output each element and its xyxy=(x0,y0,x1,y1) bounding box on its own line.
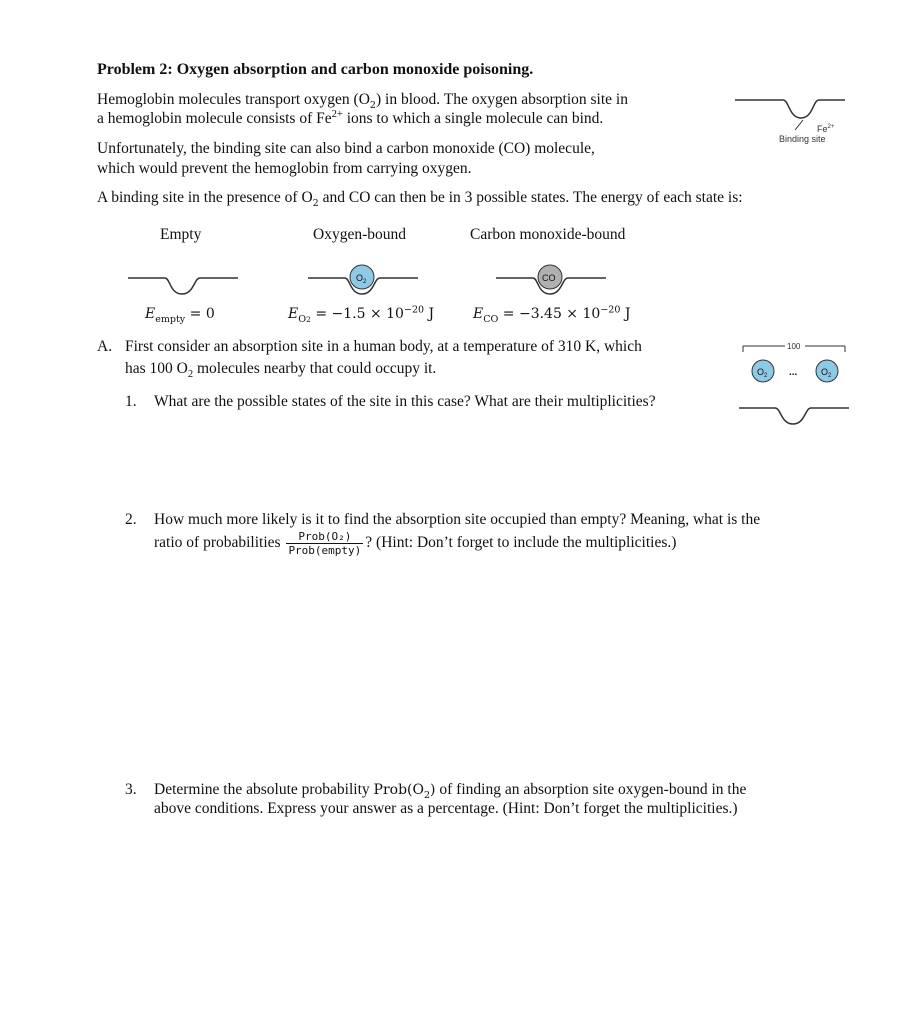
energy-oxygen: $E_{O2} = -1.5 \times 10^{-20}$ J xyxy=(288,304,435,325)
binding-site-line xyxy=(735,100,845,118)
energy-empty: $E_{empty} = 0$ xyxy=(145,306,215,325)
part-a-site-line xyxy=(739,408,849,424)
ellipsis-dots: ... xyxy=(789,367,798,378)
question-2-line-2: ratio of probabilities $\frac{\text{Prob(O₂)}}{\text{Prob(empty)}}$ ? (Hint: Don’t forget to include the multiplicities.) xyxy=(154,530,677,557)
state-diagrams xyxy=(120,258,620,300)
o2-molecule-label: $O_2$ xyxy=(356,273,367,285)
question-1-text: What are the possible states of the site in this case? What are their multiplicities? xyxy=(154,393,656,410)
state-label-empty: Empty xyxy=(160,226,202,243)
oxygen-count-label: 100 xyxy=(787,342,801,351)
question-3-line-1: Determine the absolute probability $Prob(O_2)$ of finding an absorption site oxygen-bound in the xyxy=(154,781,747,801)
question-2-line-1: How much more likely is it to find the absorption site occupied than empty? Meaning, what is the xyxy=(154,511,761,528)
o2-label-right: $O_2$ xyxy=(821,367,832,379)
probability-ratio-fraction: $\frac{\text{Prob(O₂)}}{\text{Prob(empty)}}$ xyxy=(288,530,362,557)
state-label-co: Carbon monoxide-bound xyxy=(470,226,626,243)
intro-line-2: a hemoglobin molecule consists of $Fe^{2+}$ ions to which a single molecule can bind. xyxy=(97,108,604,127)
problem-title: Problem 2: Oxygen absorption and carbon monoxide poisoning. xyxy=(97,61,534,78)
intro-line-3: Unfortunately, the binding site can also bind a carbon monoxide (CO) molecule, xyxy=(97,140,595,157)
intro-line-4: which would prevent the hemoglobin from carrying oxygen. xyxy=(97,160,472,177)
pointer-line xyxy=(795,120,803,130)
oxygen-count-diagram xyxy=(735,338,855,430)
question-1-number: 1. xyxy=(125,393,137,410)
question-2-number: 2. xyxy=(125,511,137,528)
part-a-line-1: First consider an absorption site in a human body, at a temperature of 310 K, which xyxy=(125,338,642,355)
intro-line-1: Hemoglobin molecules transport oxygen $(O_2)$ in blood. The oxygen absorption site in xyxy=(97,91,628,111)
co-molecule-label: CO xyxy=(542,273,556,283)
binding-site-diagram xyxy=(725,90,855,152)
empty-site-line xyxy=(128,278,238,294)
energy-co: $E_{CO} = -3.45 \times 10^{-20}$ J xyxy=(473,304,631,325)
o2-label-left: $O_2$ xyxy=(757,367,768,379)
part-a-line-2: has 100 $O_2$ molecules nearby that could occupy it. xyxy=(125,360,437,381)
question-3-line-2: above conditions. Express your answer as a percentage. (Hint: Don’t forget the multiplicities.) xyxy=(154,800,738,817)
part-a-letter: A. xyxy=(97,338,113,355)
question-3-number: 3. xyxy=(125,781,137,798)
fe-ion-label: $Fe^{2+}$ xyxy=(817,124,835,134)
binding-site-label: Binding site xyxy=(779,134,826,144)
intro-line-5: A binding site in the presence of $O_2$ and CO can then be in 3 possible states. The energy of each state is: xyxy=(97,189,743,209)
state-label-oxygen: Oxygen-bound xyxy=(313,226,406,243)
